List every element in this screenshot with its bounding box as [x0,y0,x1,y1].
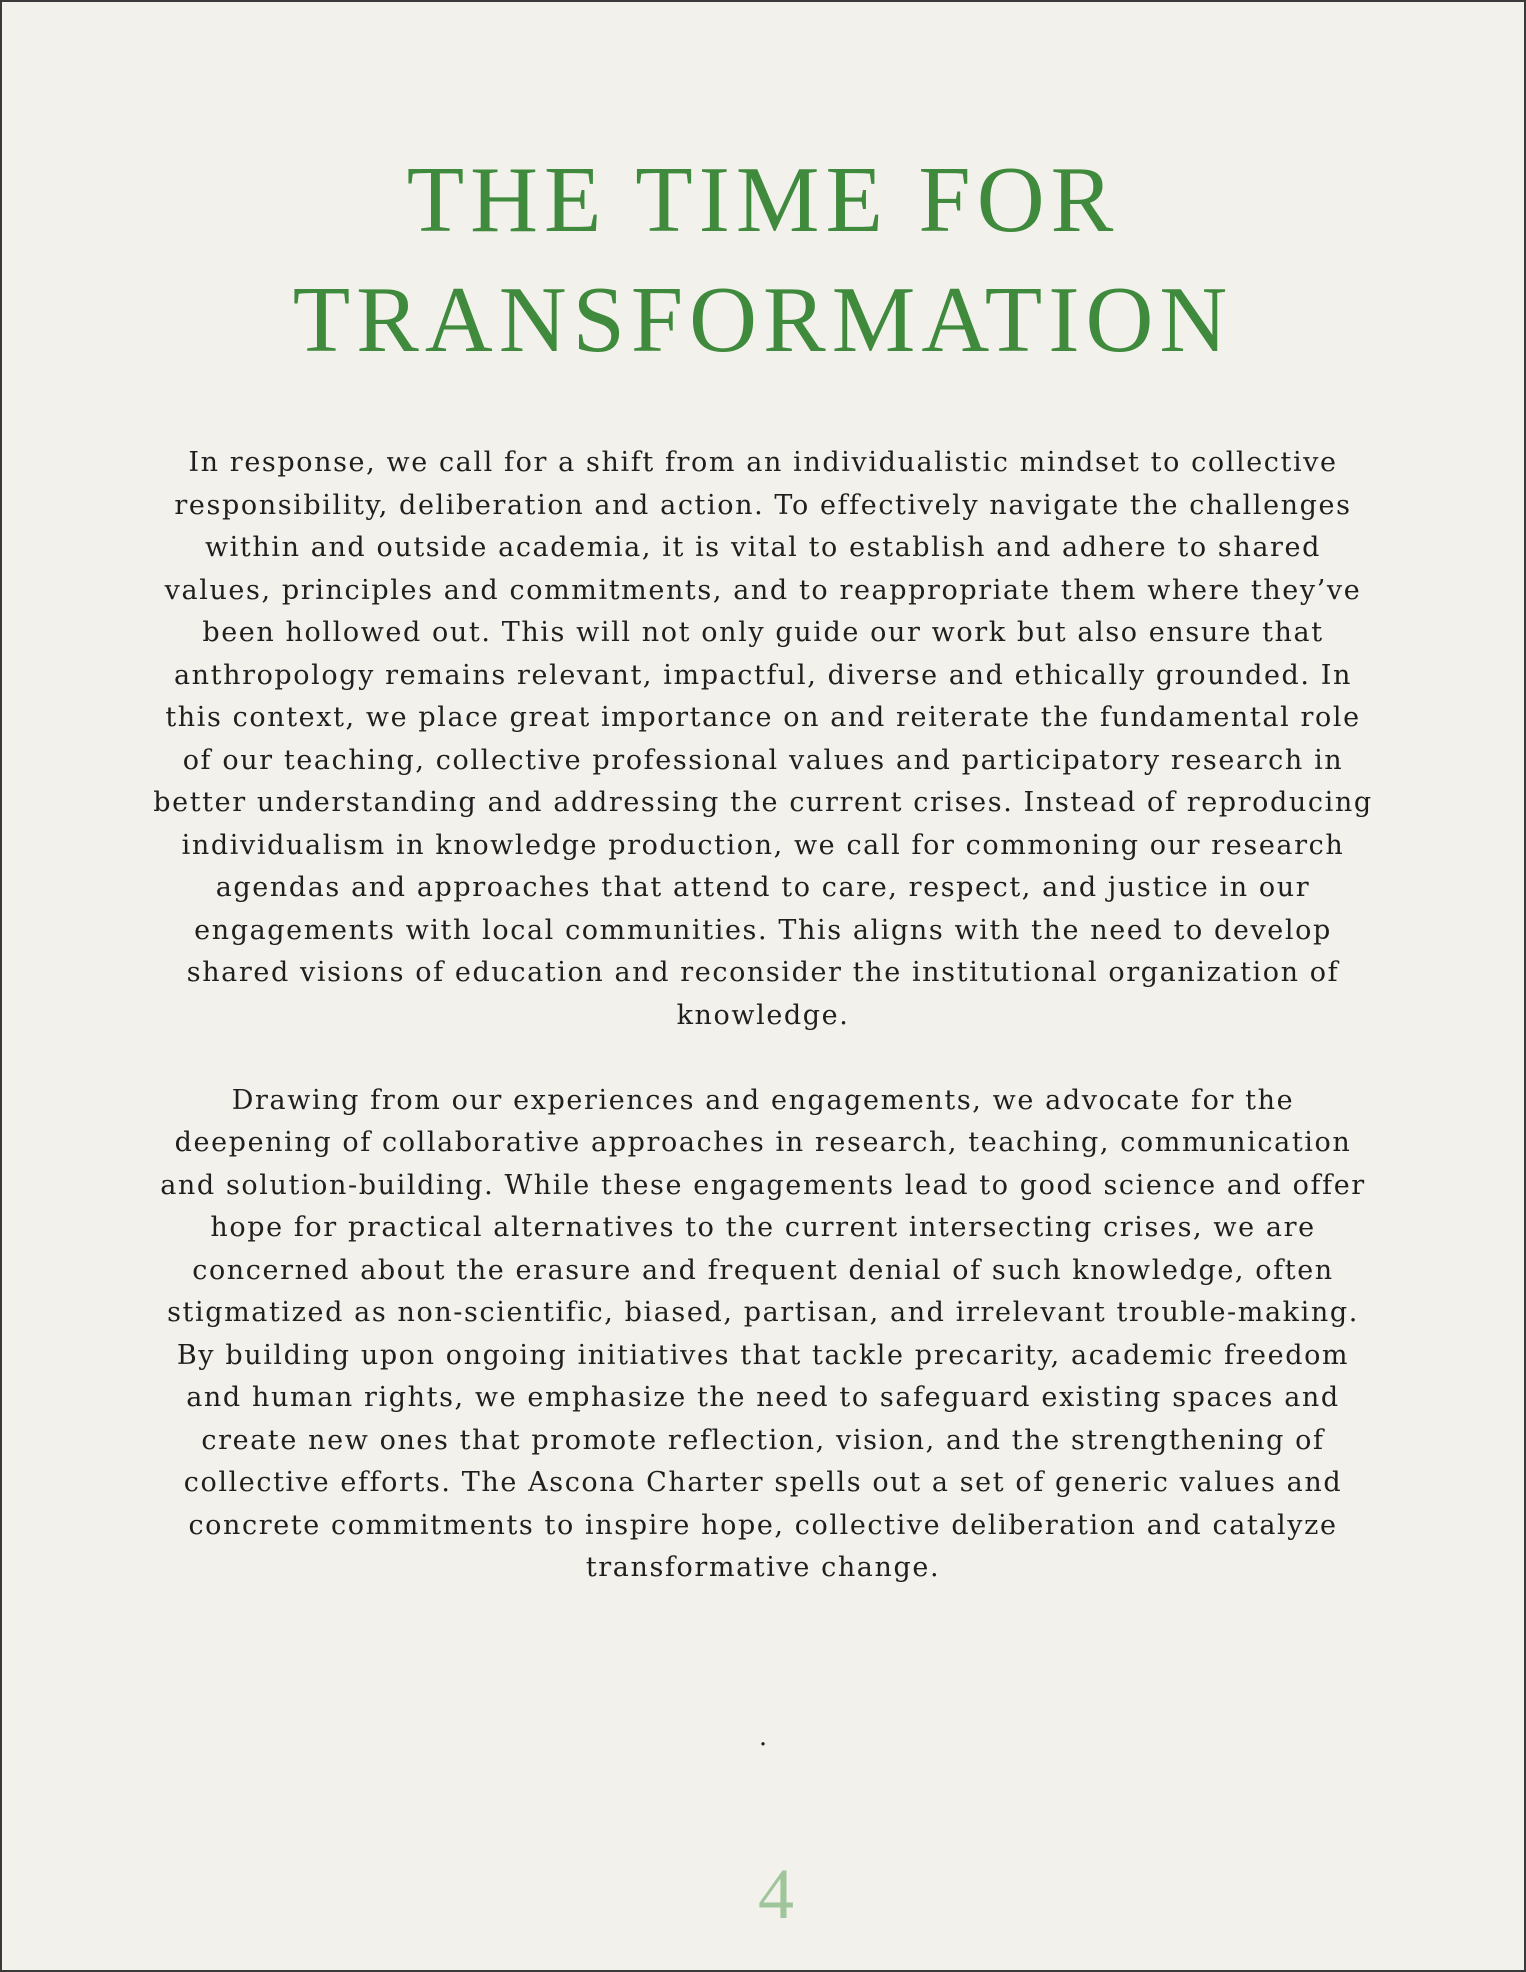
page-number: 4 [758,1854,794,1934]
separator-dot: . [758,1722,768,1752]
page-title-line-1: THE TIME FOR [406,148,1120,252]
page-title [2,140,1524,380]
page-title-line-2: TRANSFORMATION [292,268,1234,372]
body-text [152,442,1374,1632]
paragraph-2: Drawing from our experiences and engagements, we advocate for the deepening of collaborative approaches in research, teaching, communication and solution-building. While these engagements lead to good science and offer hope for practical alternatives to the current intersecting crises, we are concerned about the erasure and frequent denial of such knowledge, often stigmatized as non-scientific, biased, partisan, and irrelevant trouble-making. By building upon ongoing initiatives that tackle precarity, academic freedom and human rights, we emphasize the need to safeguard existing spaces and create new ones that promote reflection, vision, and the strengthening of collective efforts. The Ascona Charter spells out a set of generic values and concrete commitments to inspire hope, collective deliberation and catalyze transformative change. [160,1084,1366,1583]
paragraph-1: In response, we call for a shift from an individualistic mindset to collective responsibility, deliberation and action. To effectively navigate the challenges within and outside academia, it is vital to establish and adhere to shared values, principles and commitments, and to reappropriate them where they’ve been hollowed out. This will not only guide our work but also ensure that anthropology remains relevant, impactful, diverse and ethically grounded. In this context, we place great importance on and reiterate the fundamental role of our teaching, collective professional values and participatory research in better understanding and addressing the current crises. Instead of reproducing individualism in knowledge production, we call for commoning our research agendas and approaches that attend to care, respect, and justice in our engagements with local communities. This aligns with the need to develop shared visions of education and reconsider the institutional organization of knowledge. [153,447,1373,1031]
